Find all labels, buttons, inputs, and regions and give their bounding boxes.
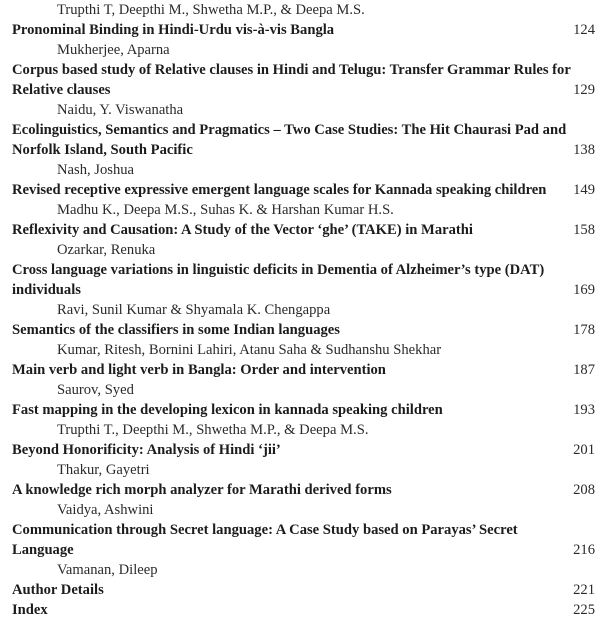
toc-author bbox=[0, 460, 600, 480]
author-text: Trupthi T, Deepthi M., Shwetha M.P., & Deepa M.S. bbox=[57, 2, 365, 18]
toc-author bbox=[0, 380, 600, 400]
toc-entry-title-continued bbox=[0, 280, 600, 300]
toc-entry-title-continued bbox=[0, 80, 600, 100]
toc-entry-author-details bbox=[0, 580, 600, 600]
toc-author bbox=[0, 0, 600, 20]
page-number: 129 bbox=[573, 82, 595, 98]
page-number: 178 bbox=[573, 322, 595, 338]
title-text: Norfolk Island, South Pacific bbox=[12, 142, 193, 158]
page-number: 208 bbox=[573, 482, 595, 498]
title-text: Author Details bbox=[12, 582, 104, 598]
author-text: Ravi, Sunil Kumar & Shyamala K. Chengappa bbox=[57, 302, 331, 318]
page-number: 225 bbox=[573, 602, 595, 618]
toc-entry-title bbox=[0, 180, 600, 200]
title-text: Corpus based study of Relative clauses in Hindi and Telugu: Transfer Grammar Rules for bbox=[12, 62, 571, 78]
title-text: Relative clauses bbox=[12, 82, 111, 98]
toc-author bbox=[0, 420, 600, 440]
title-text: Language bbox=[12, 542, 74, 558]
title-text: Cross language variations in linguistic deficits in Dementia of Alzheimer’s type (DAT) bbox=[12, 262, 545, 278]
toc-entry-title bbox=[0, 60, 600, 80]
page-number: 138 bbox=[573, 142, 595, 158]
toc-author bbox=[0, 560, 600, 580]
toc-entry-title bbox=[0, 260, 600, 280]
page-number: 124 bbox=[573, 22, 595, 38]
toc-entry-title bbox=[0, 20, 600, 40]
toc-entry-index bbox=[0, 600, 600, 620]
title-text: Beyond Honorificity: Analysis of Hindi ‘jii’ bbox=[12, 442, 281, 458]
author-text: Kumar, Ritesh, Bornini Lahiri, Atanu Saha & Sudhanshu Shekhar bbox=[57, 342, 442, 358]
title-text: Semantics of the classifiers in some Indian languages bbox=[12, 322, 340, 338]
toc-author bbox=[0, 300, 600, 320]
author-text: Mukherjee, Aparna bbox=[57, 42, 170, 58]
toc-author bbox=[0, 340, 600, 360]
toc-author bbox=[0, 500, 600, 520]
toc-entry-title bbox=[0, 220, 600, 240]
toc-entry-title bbox=[0, 320, 600, 340]
title-text: Reflexivity and Causation: A Study of the Vector ‘ghe’ (TAKE) in Marathi bbox=[12, 222, 473, 238]
title-text: Communication through Secret language: A Case Study based on Parayas’ Secret bbox=[12, 522, 518, 538]
toc-entry-title bbox=[0, 520, 600, 540]
author-text: Saurov, Syed bbox=[57, 382, 134, 398]
title-text: Index bbox=[12, 602, 48, 618]
author-text: Vamanan, Dileep bbox=[57, 562, 158, 578]
title-text: Revised receptive expressive emergent language scales for Kannada speaking children bbox=[12, 182, 547, 198]
page-number: 169 bbox=[573, 282, 595, 298]
author-text: Nash, Joshua bbox=[57, 162, 135, 178]
toc-entry-title bbox=[0, 480, 600, 500]
toc-entry-title bbox=[0, 440, 600, 460]
title-text: Main verb and light verb in Bangla: Order and intervention bbox=[12, 362, 386, 378]
author-text: Madhu K., Deepa M.S., Suhas K. & Harshan Kumar H.S. bbox=[57, 202, 394, 218]
page-number: 216 bbox=[573, 542, 595, 558]
page-number: 158 bbox=[573, 222, 595, 238]
title-text: Ecolinguistics, Semantics and Pragmatics – Two Case Studies: The Hit Chaurasi Pad and bbox=[12, 122, 567, 138]
toc-entry-title bbox=[0, 360, 600, 380]
toc-entry-title bbox=[0, 120, 600, 140]
toc-entry-title-continued bbox=[0, 140, 600, 160]
page-number: 193 bbox=[573, 402, 595, 418]
page-number: 221 bbox=[573, 582, 595, 598]
toc-entry-title bbox=[0, 400, 600, 420]
author-text: Thakur, Gayetri bbox=[57, 462, 150, 478]
title-text: individuals bbox=[12, 282, 81, 298]
toc-author bbox=[0, 40, 600, 60]
toc-author bbox=[0, 160, 600, 180]
author-text: Trupthi T., Deepthi M., Shwetha M.P., & Deepa M.S. bbox=[57, 422, 369, 438]
page-number: 149 bbox=[573, 182, 595, 198]
toc-author bbox=[0, 100, 600, 120]
title-text: A knowledge rich morph analyzer for Marathi derived forms bbox=[12, 482, 392, 498]
page-number: 187 bbox=[573, 362, 595, 378]
author-text: Ozarkar, Renuka bbox=[57, 242, 156, 258]
title-text: Pronominal Binding in Hindi-Urdu vis-à-vis Bangla bbox=[12, 22, 335, 38]
title-text: Fast mapping in the developing lexicon in kannada speaking children bbox=[12, 402, 443, 418]
page-number: 201 bbox=[573, 442, 595, 458]
author-text: Naidu, Y. Viswanatha bbox=[57, 102, 184, 118]
toc-author bbox=[0, 240, 600, 260]
author-text: Vaidya, Ashwini bbox=[57, 502, 154, 518]
toc-entry-title-continued bbox=[0, 540, 600, 560]
toc-author bbox=[0, 200, 600, 220]
